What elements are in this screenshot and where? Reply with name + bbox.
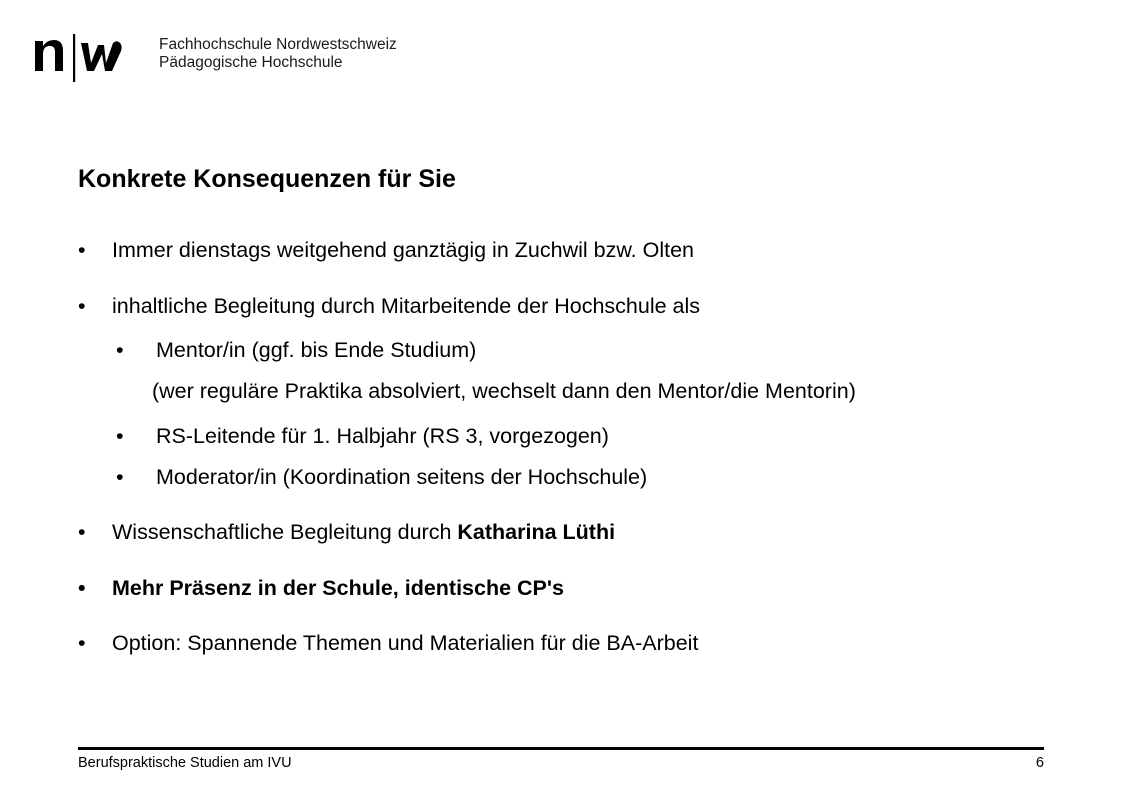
organization-name	[159, 36, 397, 72]
bullet-icon: •	[78, 520, 86, 544]
bullet-icon: •	[78, 576, 86, 600]
list-item-text: inhaltliche Begleitung durch Mitarbeitende der Hochschule als	[112, 294, 701, 318]
organization-line-2: Pädagogische Hochschule	[159, 54, 343, 71]
list-item-text-plain: Wissenschaftliche Begleitung durch	[112, 520, 458, 544]
footer-divider	[78, 747, 1044, 750]
slide-title: Konkrete Konsequenzen für Sie	[78, 165, 456, 193]
list-item-text: RS-Leitende für 1. Halbjahr (RS 3, vorgezogen)	[156, 424, 609, 448]
bullet-icon: •	[78, 238, 86, 262]
list-item-note	[152, 378, 856, 404]
organization-line-1: Fachhochschule Nordwestschweiz	[159, 36, 397, 53]
bullet-icon: •	[78, 631, 86, 655]
fhnw-logo-mark	[33, 31, 145, 83]
bullet-icon: •	[78, 294, 86, 318]
list-item-text: (wer reguläre Praktika absolviert, wechselt dann den Mentor/die Mentorin)	[152, 379, 856, 403]
person-name: Katharina Lüthi	[457, 520, 616, 544]
list-item-text: Moderator/in (Koordination seitens der Hochschule)	[156, 465, 648, 489]
list-item-text	[112, 519, 615, 545]
list-item-text: Mentor/in (ggf. bis Ende Studium)	[156, 338, 477, 362]
bullet-icon: •	[116, 424, 124, 448]
page-number: 6	[1035, 755, 1044, 771]
bullet-icon: •	[116, 465, 124, 489]
list-item-text: Immer dienstags weitgehend ganztägig in Zuchwil bzw. Olten	[112, 238, 695, 262]
bullet-icon: •	[116, 338, 124, 362]
list-item-text: Mehr Präsenz in der Schule, identische CP's	[112, 576, 564, 600]
footer-text: Berufspraktische Studien am IVU	[78, 755, 292, 771]
list-item-text: Option: Spannende Themen und Materialien für die BA-Arbeit	[112, 631, 699, 655]
